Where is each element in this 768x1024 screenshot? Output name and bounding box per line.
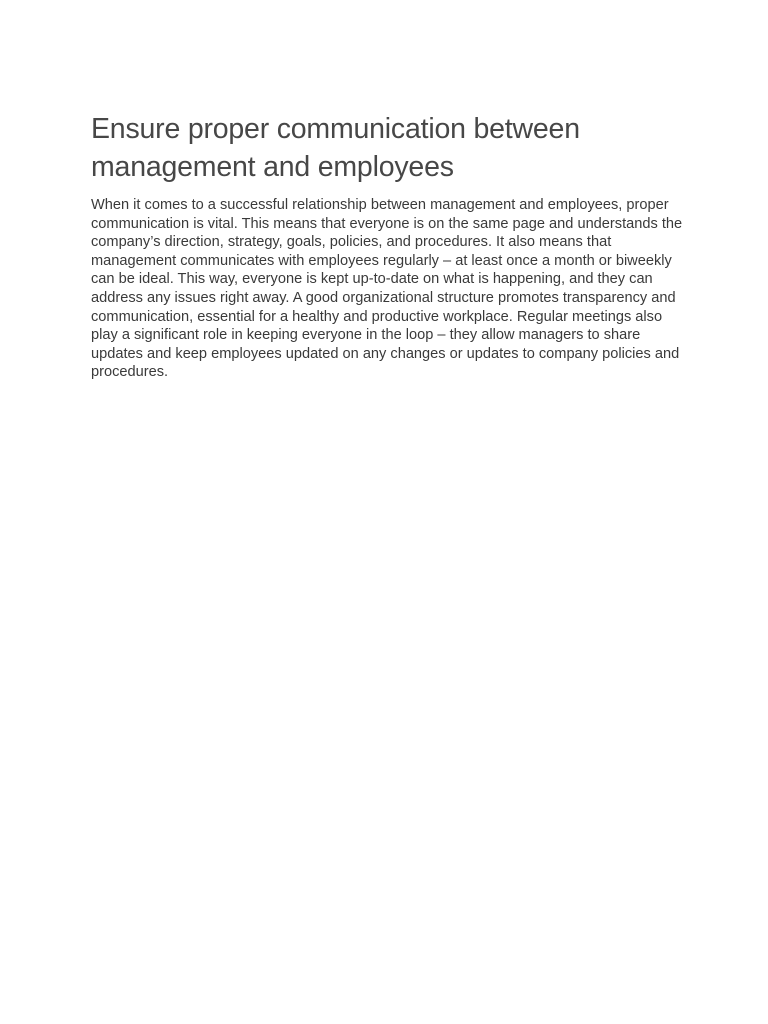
section-paragraph: When it comes to a successful relationship between management and employees, proper communication is vital. This means that everyone is on the same page and understands the company’s direction, strategy, goals, policies, and procedures. It also means that management communicates with employees regularly – at least once a month or biweekly can be ideal. This way, everyone is kept up-to-date on what is happening, and they can address any issues right away. A good organizational structure promotes transparency and communication, essential for a healthy and productive workplace. Regular meetings also play a significant role in keeping everyone in the loop – they allow managers to share updates and keep employees updated on any changes or updates to company policies and procedures. (91, 197, 683, 381)
section-heading: Ensure proper communication between management and employees (91, 113, 580, 183)
document-content (91, 110, 691, 382)
